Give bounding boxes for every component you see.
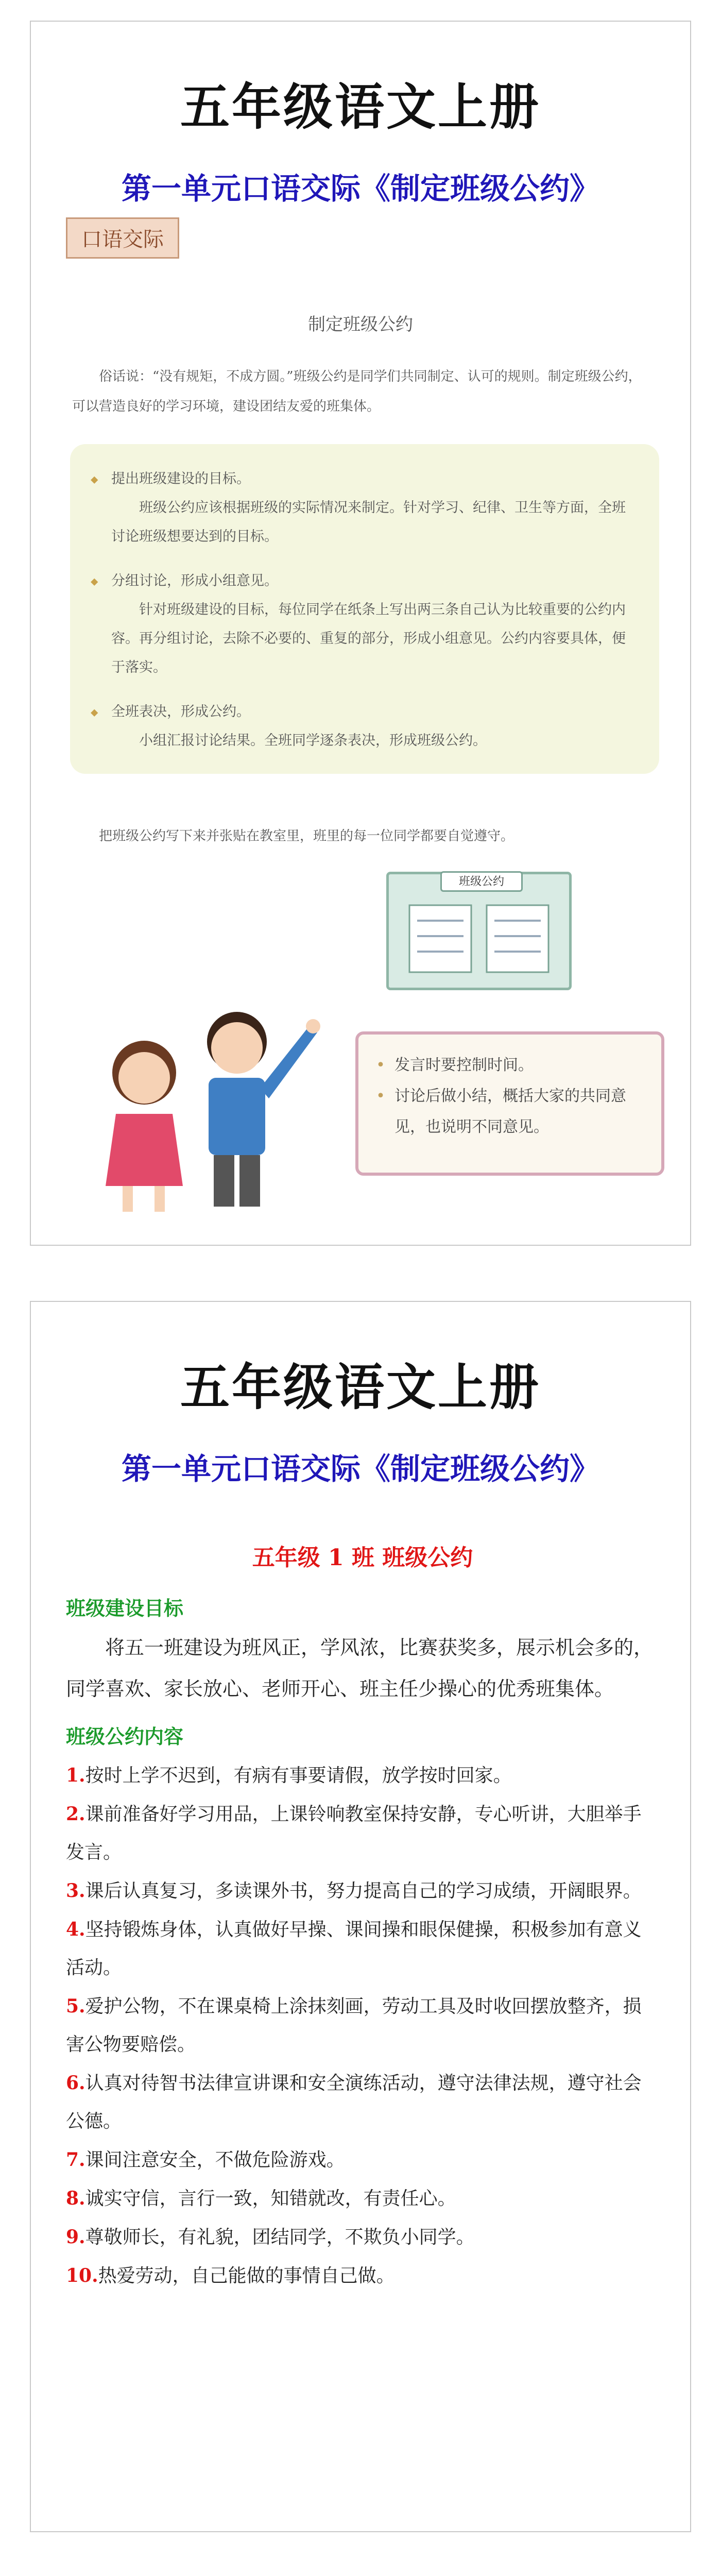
rule-text: 热爱劳动，自己能做的事情自己做。 — [98, 2265, 395, 2286]
step-heading: ◆ 全班表决，形成公约。 — [91, 698, 639, 726]
goal-text: 将五一班建设为班风正，学风浓，比赛获奖多，展示机会多的，同学喜欢、家长放心、老师开心、班主任少操心的优秀班集体。 — [66, 1636, 654, 1700]
rule-number: 9. — [66, 2226, 85, 2248]
step-item — [91, 567, 639, 682]
step-heading: ◆ 分组讨论，形成小组意见。 — [91, 567, 639, 596]
page-subtitle: 第一单元口语交际《制定班级公约》 — [121, 1451, 599, 1486]
page-subtitle: 第一单元口语交际《制定班级公约》 — [121, 171, 599, 206]
textbook-intro: 俗话说：“没有规矩，不成方圆。”班级公约是同学们共同制定、认可的规则。制定班级公约，可以营造良好的学习环境，建设团结友爱的班集体。 — [72, 369, 642, 414]
rule-number: 2. — [66, 1803, 85, 1825]
rule-text: 尊敬师长，有礼貌，团结同学，不欺负小同学。 — [85, 2227, 475, 2248]
speech-note — [355, 1031, 664, 1176]
rule-number: 3. — [66, 1880, 85, 1902]
rule-text: 认真对待智书法律宣讲课和安全演练活动，遵守法律法规，遵守社会公德。 — [66, 2073, 642, 2132]
rules-list — [66, 1756, 659, 2295]
rule-item — [66, 1987, 659, 2064]
rule-number: 5. — [66, 1995, 85, 2017]
rule-item — [66, 1795, 659, 1872]
textbook-page-card — [30, 21, 691, 1246]
rule-number: 8. — [66, 2188, 85, 2209]
step-body: 班级公约应该根据班级的实际情况来制定。针对学习、纪律、卫生等方面，全班讨论班级想要达到的目标。 — [111, 500, 626, 545]
step-body: 小组汇报讨论结果。全班同学逐条表决，形成班级公约。 — [139, 733, 487, 749]
rule-number: 4. — [66, 1919, 85, 1940]
section-tag: 口语交际 — [66, 217, 179, 259]
step-item — [91, 698, 639, 755]
rule-text: 爱护公物，不在课桌椅上涂抹刻画，劳动工具及时收回摆放整齐，损害公物要赔偿。 — [66, 1996, 642, 2055]
rule-item — [66, 1872, 659, 1910]
rule-item — [66, 2141, 659, 2179]
boy-face-shape — [211, 1022, 263, 1074]
step-item — [91, 465, 639, 551]
step-heading: ◆ 提出班级建设的目标。 — [91, 465, 639, 494]
rule-text: 诚实守信，言行一致，知错就改，有责任心。 — [85, 2188, 456, 2209]
rule-number: 10. — [66, 2265, 98, 2286]
rule-text: 按时上学不迟到，有病有事要请假，放学按时回家。 — [85, 1765, 512, 1786]
rule-item — [66, 2064, 659, 2141]
class-title: 五年级 1 班 班级公约 — [252, 1545, 473, 1571]
rule-number: 1. — [66, 1765, 85, 1786]
page-title: 五年级语文上册 — [180, 78, 541, 136]
steps-box — [70, 444, 659, 774]
note-line: • 讨论后做小结，概括大家的共同意见，也说明不同意见。 — [374, 1081, 646, 1143]
boy-shirt-shape — [209, 1078, 265, 1155]
rule-text: 课后认真复习，多读课外书，努力提高自己的学习成绩，开阔眼界。 — [85, 1880, 642, 1902]
board-lines — [389, 874, 569, 988]
rules-label: 班级公约内容 — [66, 1725, 184, 1748]
step-body: 针对班级建设的目标，每位同学在纸条上写出两三条自己认为比较重要的公约内容。再分组讨论，去除不必要的、重复的部分，形成小组意见。公约内容要具体，便于落实。 — [111, 602, 626, 675]
textbook-heading: 制定班级公约 — [308, 314, 413, 335]
illustration — [67, 856, 675, 1217]
children-illustration — [67, 856, 355, 1217]
rule-number: 7. — [66, 2149, 85, 2171]
girl-dress-shape — [106, 1114, 183, 1186]
rule-text: 坚持锻炼身体，认真做好早操、课间操和眼保健操，积极参加有意义活动。 — [66, 1919, 642, 1978]
class-1-card — [30, 1301, 691, 2532]
boy-arm-shape — [260, 1026, 317, 1098]
rule-item — [66, 2257, 659, 2295]
rule-item — [66, 1756, 659, 1795]
rule-item — [66, 2218, 659, 2257]
rule-text: 课间注意安全，不做危险游戏。 — [85, 2149, 345, 2171]
rule-text: 课前准备好学习用品，上课铃响教室保持安静，专心听讲，大胆举手发言。 — [66, 1804, 642, 1863]
rule-item — [66, 1910, 659, 1987]
page-title: 五年级语文上册 — [180, 1358, 541, 1416]
rule-item — [66, 2179, 659, 2218]
girl-face-shape — [118, 1052, 170, 1104]
board-title: 班级公约 — [440, 871, 523, 892]
goal-label: 班级建设目标 — [66, 1597, 184, 1620]
note-line: • 发言时要控制时间。 — [374, 1050, 646, 1081]
notice-board — [386, 872, 572, 990]
textbook-closing: 把班级公约写下来并张贴在教室里，班里的每一位同学都要自觉遵守。 — [99, 828, 514, 844]
rule-number: 6. — [66, 2072, 85, 2094]
